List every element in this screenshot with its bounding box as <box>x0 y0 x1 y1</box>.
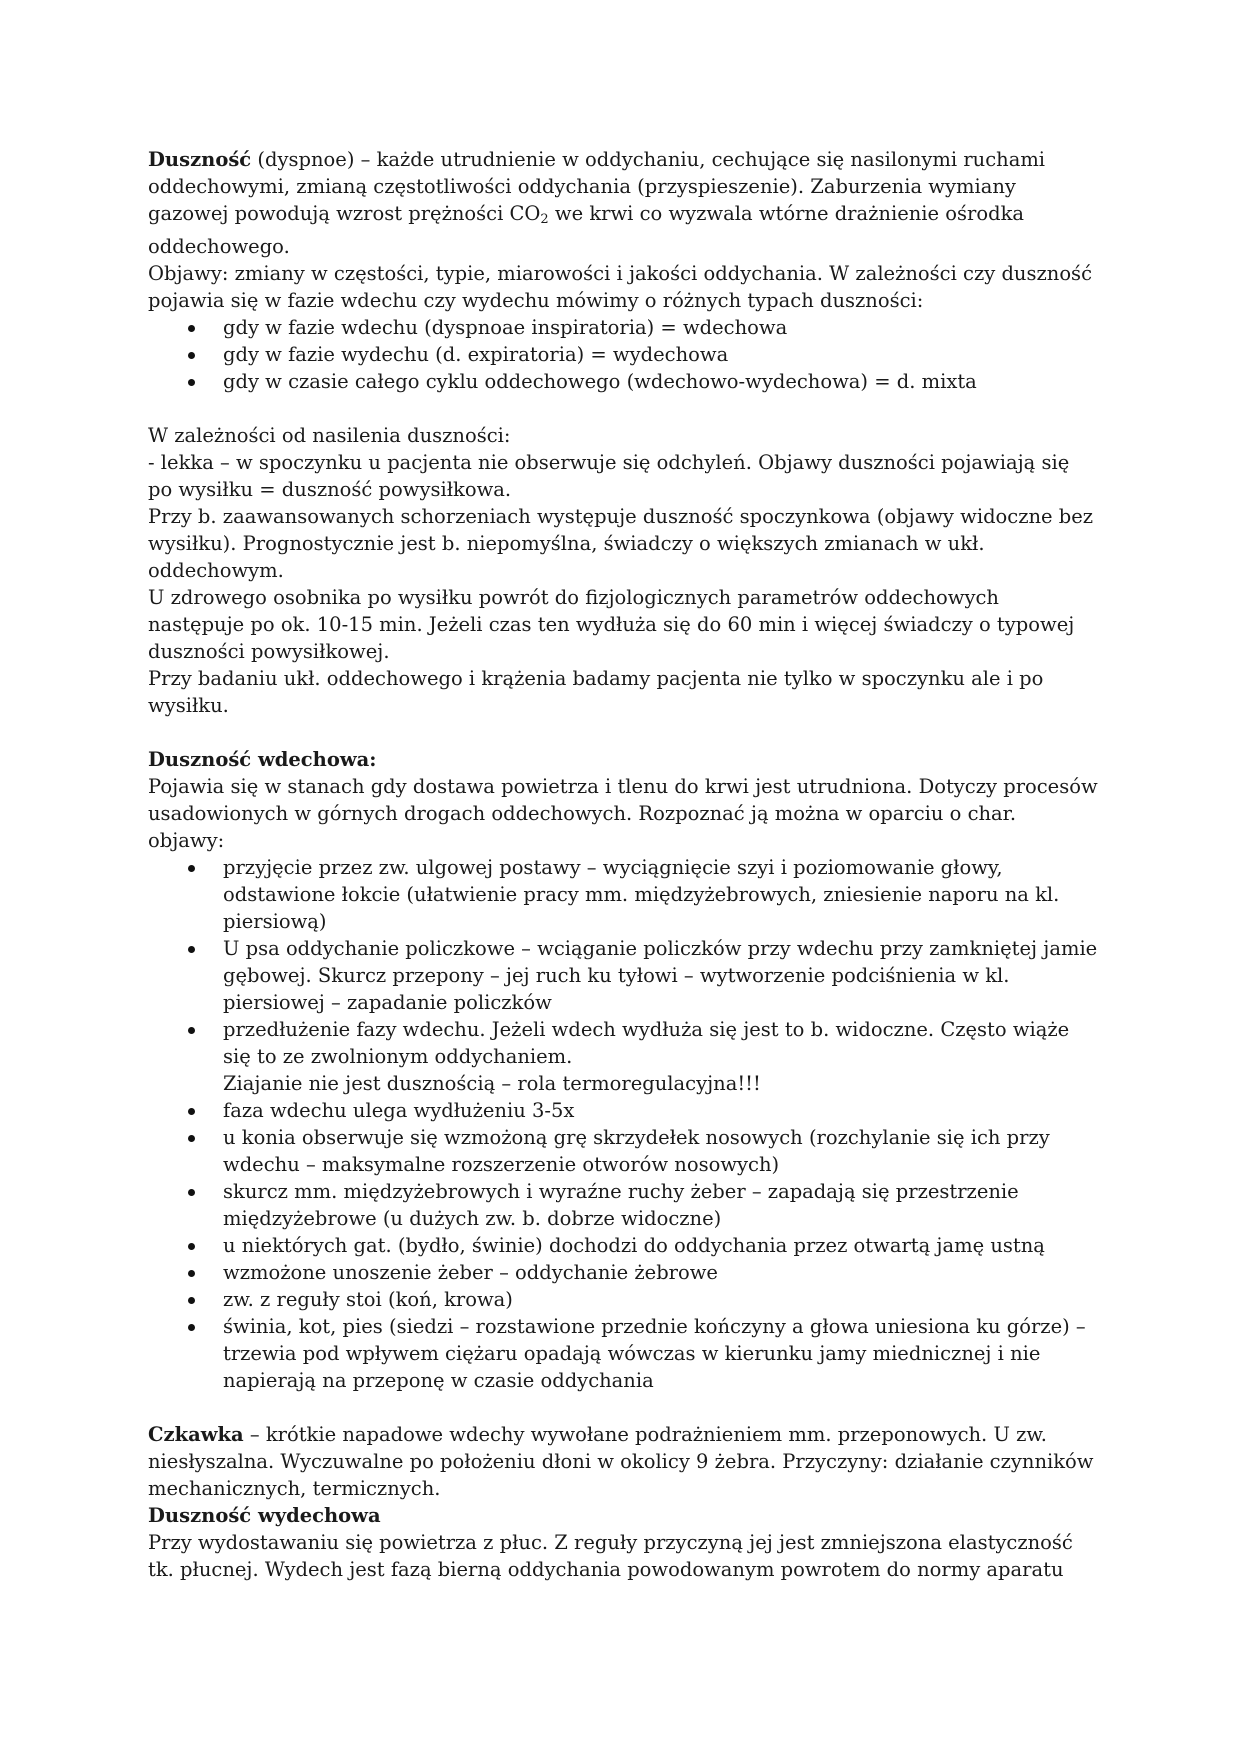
expiratory-paragraph: Przy wydostawaniu się powietrza z płuc. Z reguły przyczyną jej jest zmniejszona elastyczność tk. płucnej. Wydech jest fazą bierną oddychania powodowanym powrotem do normy aparatu <box>148 1531 1073 1581</box>
intro-text: (dyspnoe) – każde utrudnienie w oddychaniu, cechujące się nasilonymi ruchami oddechowymi, zmianą częstotliwości oddychania (przyspieszenie). Zaburzenia wymiany gazowej powodują wzrost prężności CO <box>148 148 1046 225</box>
term-czkawka: Czkawka <box>148 1423 244 1446</box>
list-item: przyjęcie przez zw. ulgowej postawy – wyciągnięcie szyi i poziomowanie głowy, odstawione łokcie (ułatwienie pracy mm. międzyżebrowych, zniesienie naporu na kl. piersiową) <box>148 854 1098 935</box>
term-dusznosc: Duszność <box>148 148 252 171</box>
expiratory-heading <box>148 1502 1098 1529</box>
inspiratory-paragraph: Pojawia się w stanach gdy dostawa powietrza i tlenu do krwi jest utrudniona. Dotyczy procesów usadowionych w górnych drogach oddechowych. Rozpoznać ją można w oparciu o char. objawy: <box>148 775 1098 852</box>
dyspnea-types-list <box>148 314 1098 395</box>
list-item: gdy w fazie wydechu (d. expiratoria) = wydechowa <box>148 341 1098 368</box>
co2-subscript: 2 <box>540 212 549 227</box>
list-item <box>148 1016 1098 1097</box>
severity-paragraph: - lekka – w spoczynku u pacjenta nie obserwuje się odchyleń. Objawy duszności pojawiają się po wysiłku = duszność powysiłkowa. <box>148 451 1070 501</box>
intro-text-after: we krwi co wyzwala wtórne drażnienie ośrodka oddechowego. <box>148 202 1025 258</box>
severity-heading: W zależności od nasilenia duszności: <box>148 424 511 447</box>
inspiratory-signs-list <box>148 854 1098 1394</box>
panting-note: Ziajanie nie jest dusznością – rola termoregulacyjna!!! <box>223 1072 761 1095</box>
severity-paragraph: Przy b. zaawansowanych schorzeniach występuje duszność spoczynkowa (objawy widoczne bez wysiłku). Prognostycznie jest b. niepomyślna, świadczy o większych zmianach w ukł. oddechowym. <box>148 505 1094 582</box>
list-item: faza wdechu ulega wydłużeniu 3-5x <box>148 1097 1098 1124</box>
list-item: skurcz mm. międzyżebrowych i wyraźne ruchy żeber – zapadają się przestrzenie międzyżebrowe (u dużych zw. b. dobrze widoczne) <box>148 1178 1098 1232</box>
expiratory-heading-text: Duszność wydechowa <box>148 1504 381 1527</box>
list-item: gdy w fazie wdechu (dyspnoae inspiratoria) = wdechowa <box>148 314 1098 341</box>
hiccup-text: – krótkie napadowe wdechy wywołane podrażnieniem mm. przeponowych. U zw. niesłyszalna. Wyczuwalne po położeniu dłoni w okolicy 9 żebra. Przyczyny: działanie czynników mechanicznych, termicznych. <box>148 1423 1094 1500</box>
severity-paragraph: U zdrowego osobnika po wysiłku powrót do fizjologicznych parametrów oddechowych następuje po ok. 10-15 min. Jeżeli czas ten wydłuża się do 60 min i więcej świadczy o typowej duszności powysiłkowej. <box>148 586 1075 663</box>
hiccup-paragraph <box>148 1421 1098 1502</box>
intro-paragraph <box>148 146 1098 260</box>
document-body <box>148 146 1098 1583</box>
inspiratory-heading-text: Duszność wdechowa: <box>148 748 377 771</box>
list-item: U psa oddychanie policzkowe – wciąganie policzków przy wdechu przy zamkniętej jamie gębowej. Skurcz przepony – jej ruch ku tyłowi – wytworzenie podciśnienia w kl. piersiowej – zapadanie policzków <box>148 935 1098 1016</box>
list-item: u niektórych gat. (bydło, świnie) dochodzi do oddychania przez otwartą jamę ustną <box>148 1232 1098 1259</box>
list-item: u konia obserwuje się wzmożoną grę skrzydełek nosowych (rozchylanie się ich przy wdechu – maksymalne rozszerzenie otworów nosowych) <box>148 1124 1098 1178</box>
list-item: wzmożone unoszenie żeber – oddychanie żebrowe <box>148 1259 1098 1286</box>
severity-paragraph: Przy badaniu ukł. oddechowego i krążenia badamy pacjenta nie tylko w spoczynku ale i po wysiłku. <box>148 667 1044 717</box>
symptoms-paragraph: Objawy: zmiany w częstości, typie, miarowości i jakości oddychania. W zależności czy duszność pojawia się w fazie wdechu czy wydechu mówimy o różnych typach duszności: <box>148 262 1092 312</box>
list-item: zw. z reguły stoi (koń, krowa) <box>148 1286 1098 1313</box>
inspiratory-heading <box>148 746 1098 773</box>
list-item: świnia, kot, pies (siedzi – rozstawione przednie kończyny a głowa uniesiona ku górze) – trzewia pod wpływem ciężaru opadają wówczas w kierunku jamy miednicznej i nie napierają na przeponę w czasie oddychania <box>148 1313 1098 1394</box>
list-item: gdy w czasie całego cyklu oddechowego (wdechowo-wydechowa) = d. mixta <box>148 368 1098 395</box>
list-item-text: przedłużenie fazy wdechu. Jeżeli wdech wydłuża się jest to b. widoczne. Często wiąże się to ze zwolnionym oddychaniem. <box>223 1018 1070 1068</box>
